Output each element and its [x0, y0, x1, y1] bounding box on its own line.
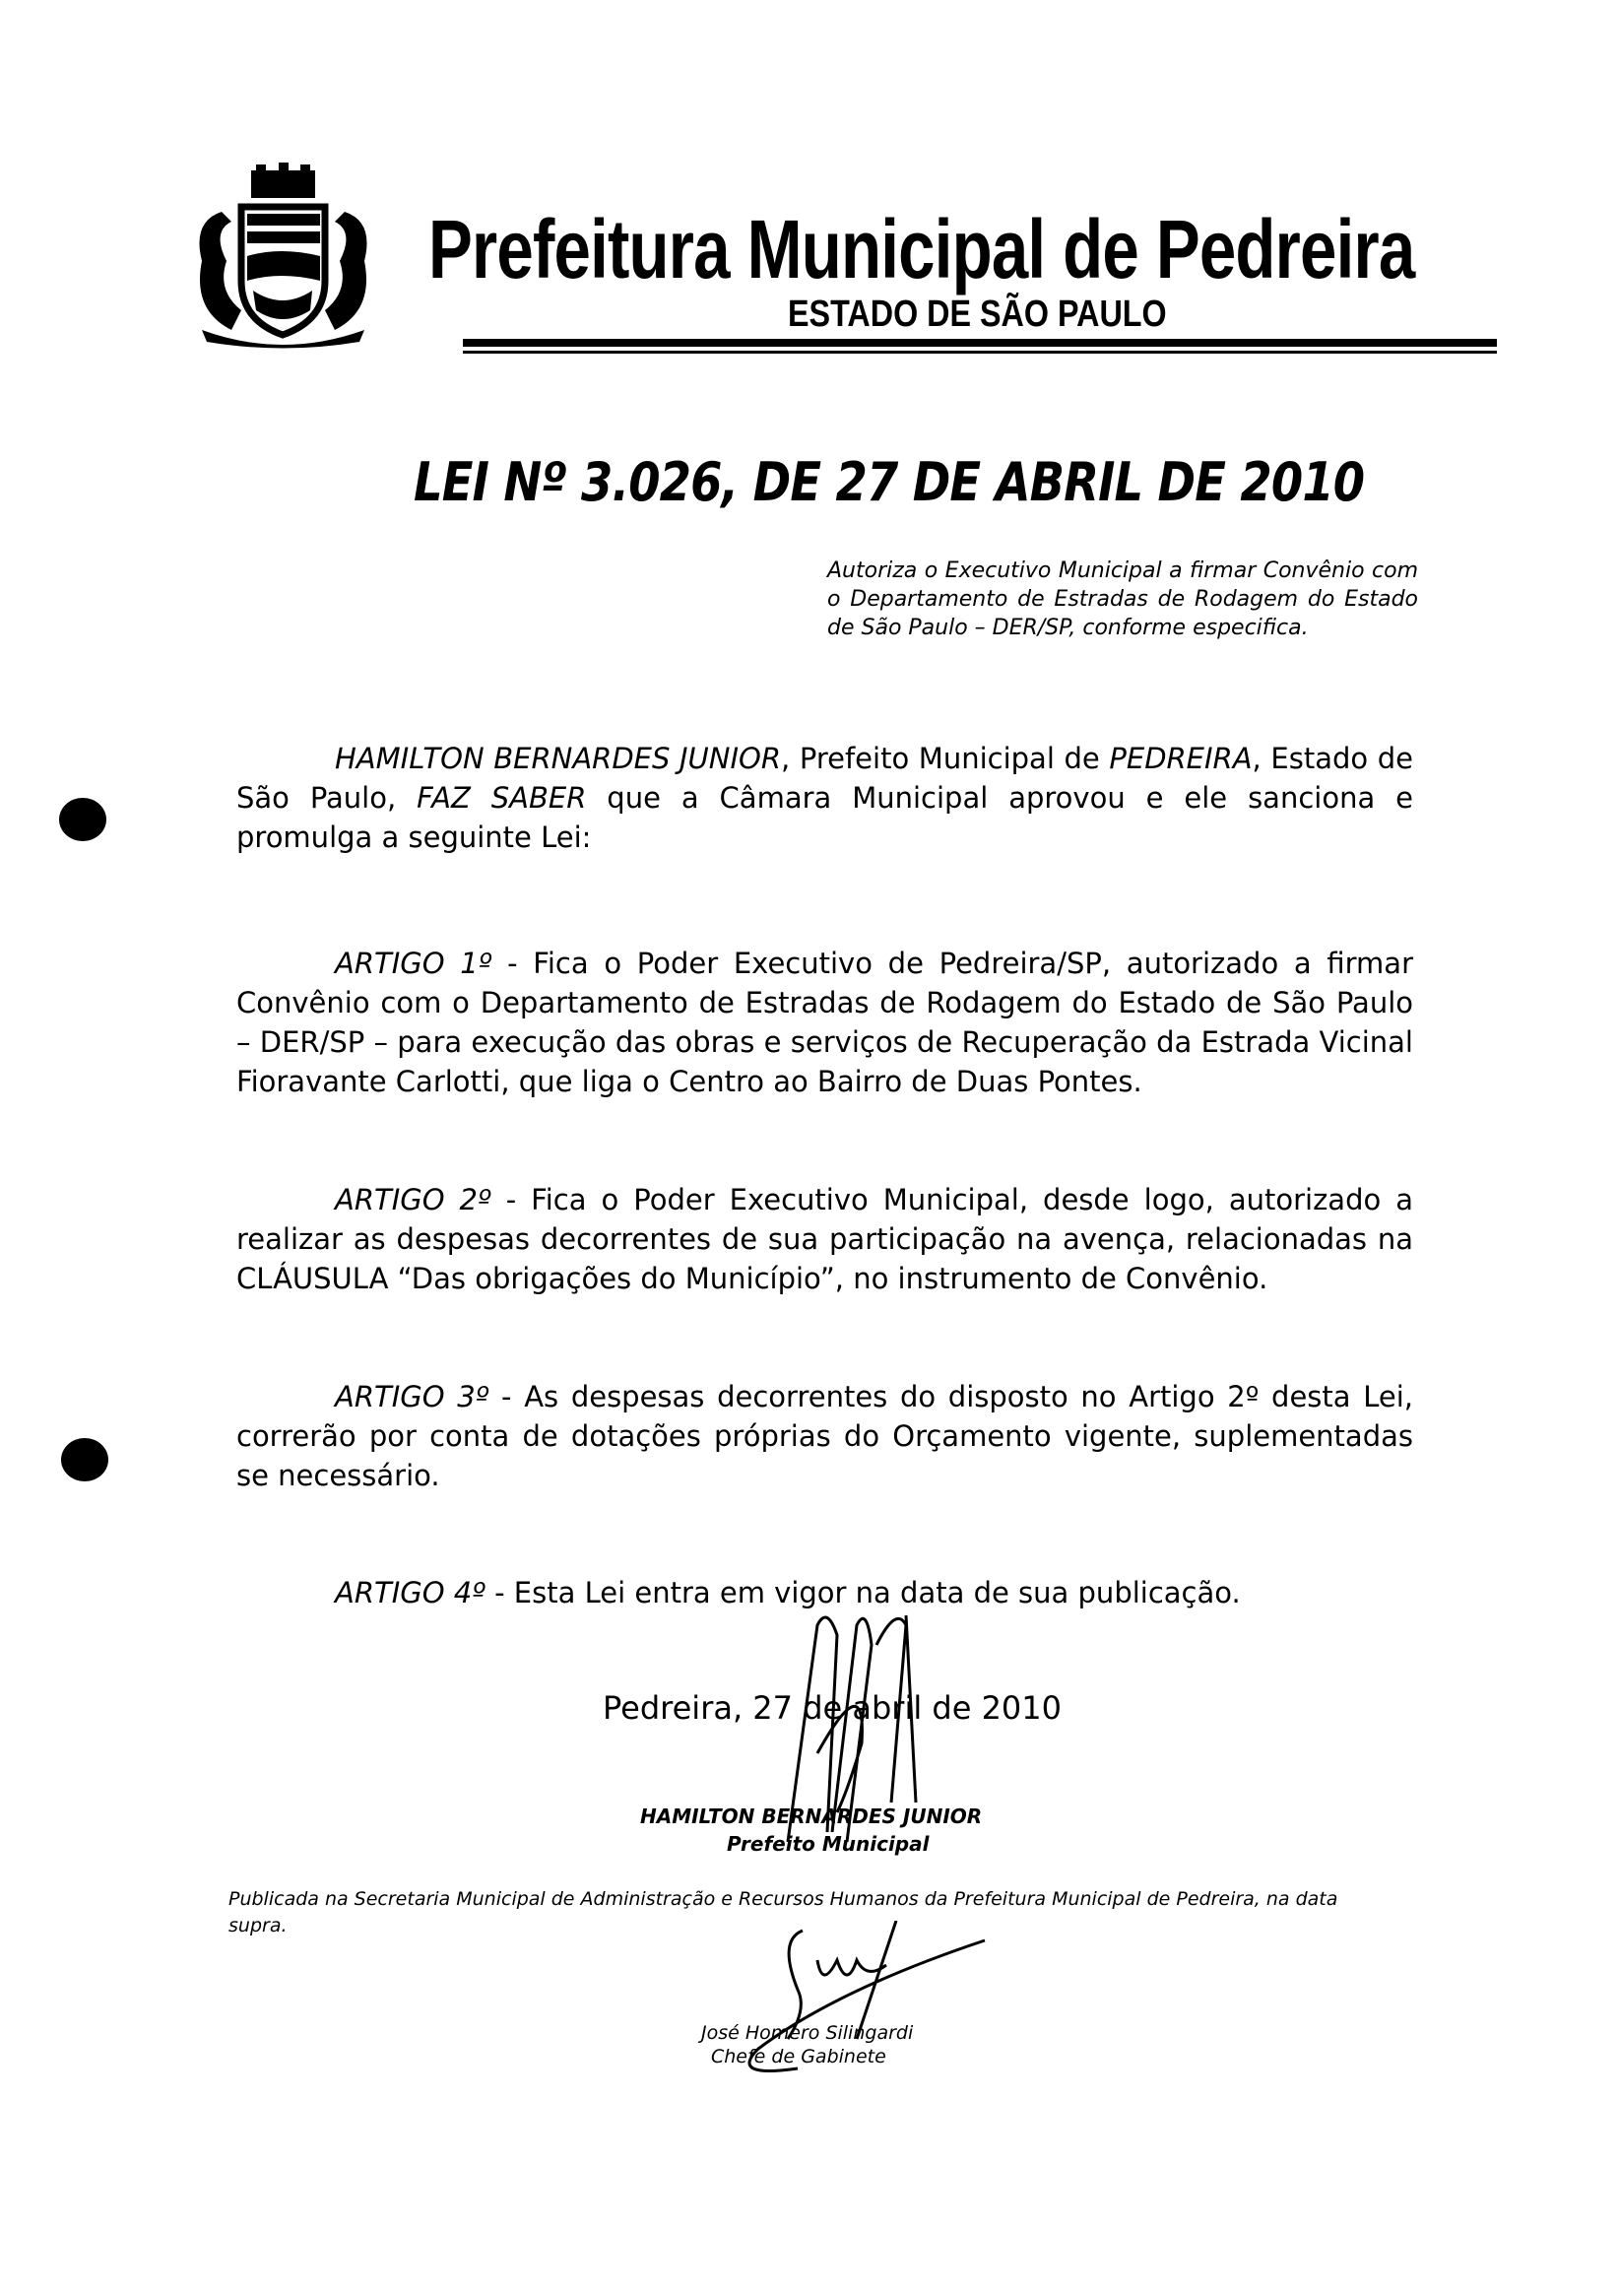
article-1: [236, 944, 1413, 1101]
header-subtitle: ESTADO DE SÃO PAULO: [788, 294, 1167, 335]
municipal-coat-of-arms-logo: [182, 163, 384, 350]
preamble-text: , Estado de São Paulo,: [236, 742, 1413, 815]
scan-punch-hole-mark: [61, 1438, 108, 1481]
signer-name: HAMILTON BERNARDES JUNIOR: [640, 1804, 983, 1828]
preamble-text: que a Câmara Municipal aprovou e ele sanciona e promulga a seguinte Lei:: [236, 781, 1413, 854]
article-label: ARTIGO 1º: [335, 947, 492, 980]
mayor-name: HAMILTON BERNARDES JUNIOR: [335, 742, 782, 775]
article-label: ARTIGO 3º: [335, 1380, 489, 1413]
law-summary: Autoriza o Executivo Municipal a firmar Convênio com o Departamento de Estradas de Rodagem do Estado de São Paulo – DER/SP, conforme especifica.: [827, 558, 1418, 640]
article-text: - Fica o Poder Executivo de Pedreira/SP, autorizado a firmar Convênio com o Departamento de Estradas de Rodagem do Estado de São Paulo – DER/SP – para execução das obras e serviços de Recuperação da Estrada Vicinal Fioravante Carlotti, que liga o Centro ao Bairro de Duas Pontes.: [236, 947, 1413, 1098]
preamble-text: , Prefeito Municipal de: [781, 742, 1110, 775]
article-text: - Fica o Poder Executivo Municipal, desde logo, autorizado a realizar as despesas decorrentes de sua participação na avença, relacionadas na CLÁUSULA “Das obrigações do Município”, no instrumento de Convênio.: [236, 1183, 1413, 1295]
preamble-paragraph: [236, 739, 1413, 857]
scan-punch-hole-mark: [59, 798, 106, 841]
article-3: [236, 1377, 1413, 1495]
article-text: - Esta Lei entra em vigor na data de sua publicação.: [485, 1576, 1241, 1609]
signer-role: Chefe de Gabinete: [711, 2046, 886, 2067]
signer-name: José Homero Silingardi: [701, 2022, 914, 2044]
header-title: Prefeitura Municipal de Pedreira: [428, 203, 1415, 295]
article-label: ARTIGO 2º: [335, 1183, 491, 1216]
header-divider-thin: [463, 351, 1497, 354]
article-text: - As despesas decorrentes do disposto no Artigo 2º desta Lei, correrão por conta de dotações próprias do Orçamento vigente, suplementadas se necessário.: [236, 1380, 1414, 1492]
city-name: PEDREIRA: [1109, 742, 1253, 775]
signing-date: Pedreira, 27 de abril de 2010: [603, 1689, 1062, 1727]
signer-role: Prefeito Municipal: [727, 1832, 930, 1856]
header-divider: [463, 339, 1497, 347]
article-2: [236, 1180, 1413, 1298]
article-label: ARTIGO 4º: [335, 1576, 485, 1609]
faz-saber: FAZ SABER: [417, 781, 587, 815]
publication-note: Publicada na Secretaria Municipal de Administração e Recursos Humanos da Prefeitura Municipal de Pedreira, na data supra.: [228, 1888, 1338, 1936]
law-title: LEI Nº 3.026, DE 27 DE ABRIL DE 2010: [414, 451, 1365, 513]
